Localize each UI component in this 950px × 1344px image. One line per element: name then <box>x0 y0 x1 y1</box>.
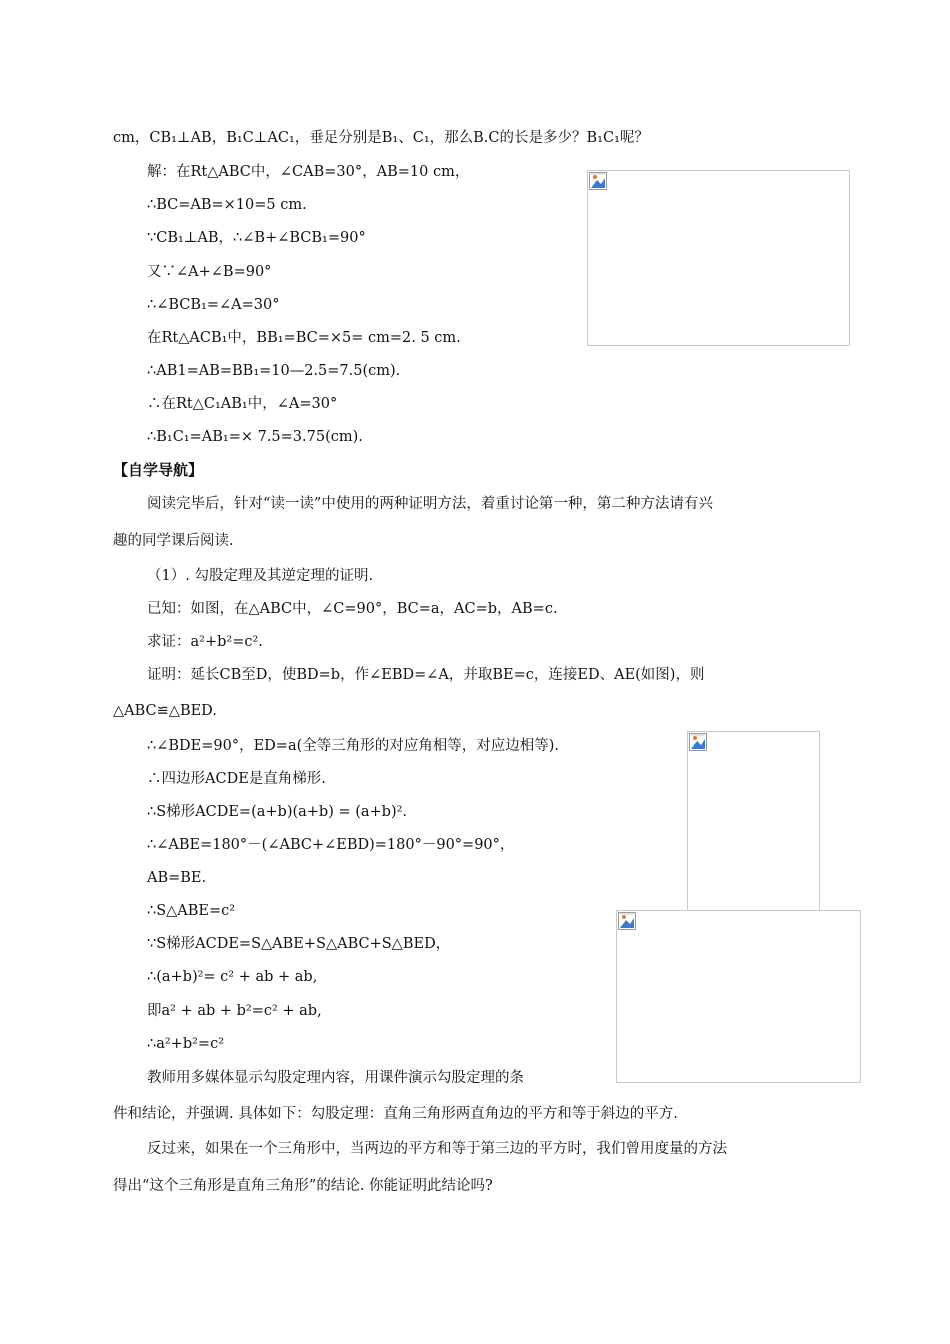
text-line: 解：在Rt△ABC中，∠CAB=30°，AB=10 cm， <box>147 164 470 180</box>
text-line: 即a² + ab + b²=c² + ab, <box>147 1003 322 1019</box>
text-line: ∴a²+b²=c² <box>147 1036 225 1052</box>
text-line: ∴∠ABE=180°－(∠ABC+∠EBD)=180°－90°=90°， <box>147 837 515 853</box>
text-line: 已知：如图，在△ABC中，∠C=90°，BC=a，AC=b，AB=c. <box>147 601 558 617</box>
text-line: ∴四边形ACDE是直角梯形. <box>147 771 326 787</box>
broken-image-icon <box>589 172 607 190</box>
text-line: ∴S△ABE=c² <box>147 903 236 919</box>
text-line: 趣的同学课后阅读. <box>113 533 234 549</box>
text-line: ∴AB1=AB=BB₁=10—2.5=7.5(cm). <box>147 363 401 379</box>
broken-image-icon <box>618 912 636 930</box>
text-line: AB=BE. <box>147 870 207 886</box>
text-line: 又∵∠A+∠B=90° <box>147 264 272 280</box>
text-line: 阅读完毕后，针对“读一读”中使用的两种证明方法，着重讨论第一种，第二种方法请有兴 <box>147 496 713 512</box>
text-line: 教师用多媒体显示勾股定理内容，用课件演示勾股定理的条 <box>147 1070 524 1086</box>
figure-image-2 <box>687 731 820 931</box>
text-line: 件和结论，并强调. 具体如下：勾股定理：直角三角形两直角边的平方和等于斜边的平方. <box>113 1106 678 1122</box>
figure-image-3 <box>616 910 861 1083</box>
text-line: ∴BC=AB=×10=5 cm. <box>147 197 307 213</box>
text-line: ∴S梯形ACDE=(a+b)(a+b) = (a+b)². <box>147 804 408 820</box>
text-line: 得出“这个三角形是直角三角形”的结论. 你能证明此结论吗? <box>113 1178 493 1194</box>
text-line: ∴(a+b)²= c² + ab + ab, <box>147 969 318 985</box>
text-line: 反过来，如果在一个三角形中，当两边的平方和等于第三边的平方时，我们曾用度量的方法 <box>147 1141 727 1157</box>
text-line: 在Rt△ACB₁中，BB₁=BC=×5= cm=2. 5 cm. <box>147 330 461 346</box>
text-line: ∴B₁C₁=AB₁=× 7.5=3.75(cm). <box>147 429 363 445</box>
text-line: △ABC≌△BED. <box>113 703 217 719</box>
text-line: ∴在Rt△C₁AB₁中，∠A=30° <box>147 396 338 412</box>
text-line: ∵CB₁⊥AB，∴∠B+∠BCB₁=90° <box>147 230 366 246</box>
text-line: cm，CB₁⊥AB，B₁C⊥AC₁，垂足分别是B₁、C₁，那么B.C的长是多少？B₁C₁呢？ <box>113 130 649 146</box>
text-line: 证明：延长CB至D，使BD=b，作∠EBD=∠A，并取BE=c，连接ED、AE(如图)，则 <box>147 667 705 683</box>
section-heading: 【自学导航】 <box>113 461 204 479</box>
text-line: 求证：a²+b²=c². <box>147 634 263 650</box>
broken-image-icon <box>689 733 707 751</box>
text-line: ∴∠BDE=90°，ED=a(全等三角形的对应角相等，对应边相等). <box>147 738 560 754</box>
text-line: ∵S梯形ACDE=S△ABE+S△ABC+S△BED， <box>147 936 451 952</box>
text-line: ∴∠BCB₁=∠A=30° <box>147 297 280 313</box>
text-line: （1）. 勾股定理及其逆定理的证明. <box>147 568 374 584</box>
figure-image-1 <box>587 170 850 346</box>
